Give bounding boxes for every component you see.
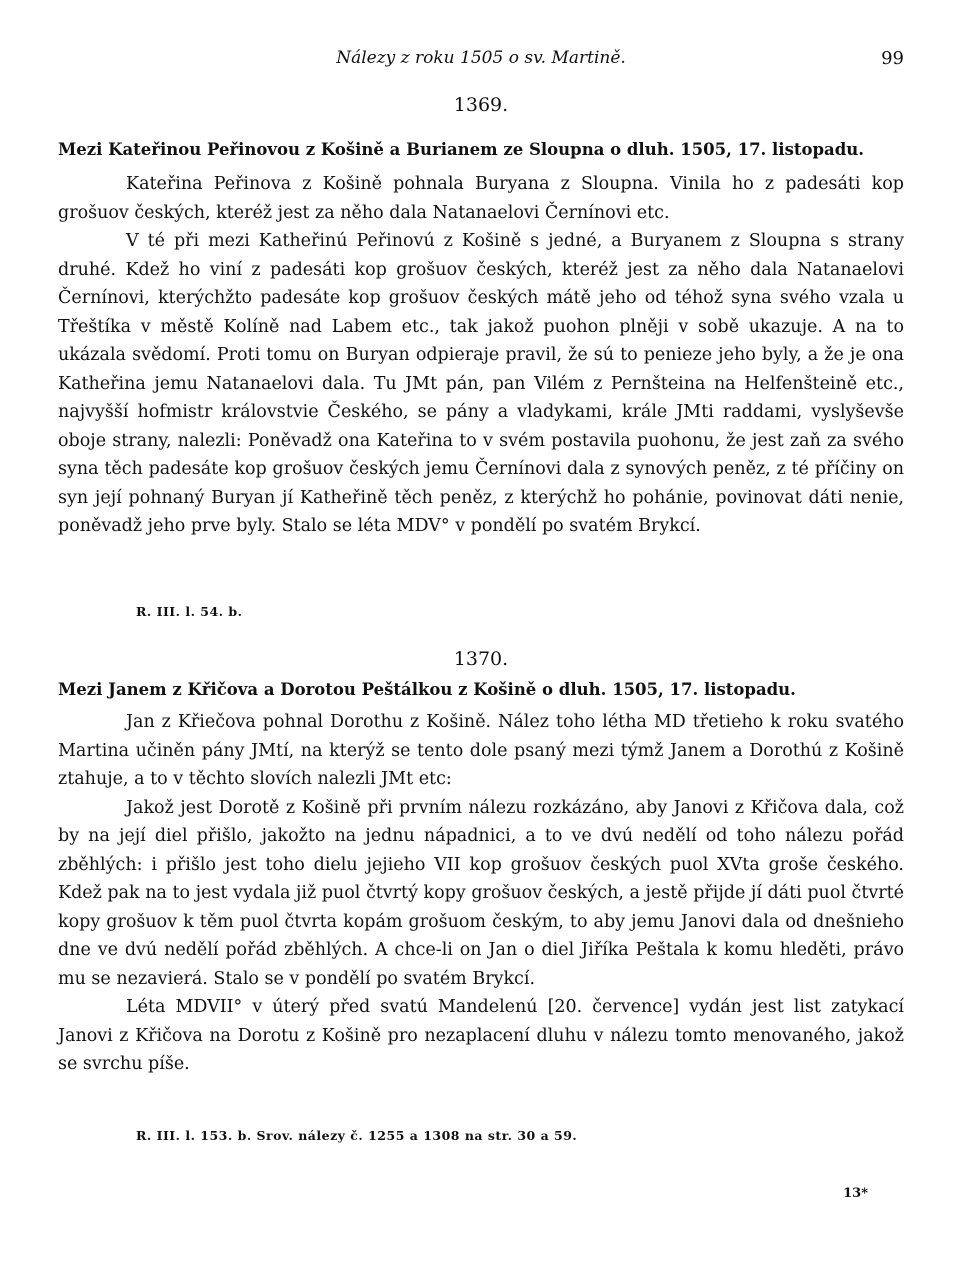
entry-title: Mezi Kateřinou Peřinovou z Košině a Burianem ze Sloupna o dluh. 1505, 17. listopadu.: [58, 140, 865, 159]
entry-paragraph: Léta MDVII° v úterý před svatú Mandelenú [20. července] vydán jest list zatykací Janovi z Křičova na Dorotu z Košině pro nezaplacení dluhu v nálezu tomto menovaného, jakož se svrchu píše.: [58, 997, 904, 1074]
entry-paragraph: V té při mezi Katheřinú Peřinovú z Košině s jedné, a Buryanem z Sloupna s strany druhé. Kdež ho viní z padesáti kop grošuov českých, kteréž jest za něho dala Natanaelovi Černínovi, kterýchžto padesáte kop grošuov českých mátě jeho od téhož syna svého vzala u Třeštíka v městě Kolíně nad Labem etc., tak jakož puohon plněji v sobě ukazuje. A na to ukázala svědomí. Proti tomu on Buryan odpieraje pravil, že sú to penieze jeho byly, a že je ona Katheřina jemu Natanaelovi dala. Tu JMt pán, pan Vilém z Pernšteina na Helfenšteině etc., najvyšší hofmistr královstvie Českého, se pány a vladykami, krále JMti raddami, vyslyševše oboje strany, nalezli: Poněvadž ona Kateřina to v svém postavila puohonu, že jest zaň za svého syna těch padesáte kop grošuov českých jemu Černínovi dala z synových peněz, z té příčiny on syn její pohnaný Buryan jí Katheřině těch peněz, z kterýchž ho pohánie, povinovat dáti nenie, poněvadž jeho prve byly. Stalo se léta MDV° v pondělí po svatém Brykcí.: [58, 231, 904, 536]
entry-body: [58, 708, 904, 1079]
entry-number: 1370.: [453, 648, 509, 670]
signature-mark: 13*: [843, 1186, 868, 1201]
running-title: Nálezy z roku 1505 o sv. Martině.: [336, 48, 626, 68]
entry-title: Mezi Janem z Křičova a Dorotou Peštálkou z Košině o dluh. 1505, 17. listopadu.: [58, 680, 796, 699]
entry-number: 1369.: [453, 94, 509, 116]
page-number: 99: [881, 48, 904, 69]
archival-reference: R. III. l. 153. b. Srov. nálezy č. 1255 a 1308 na str. 30 a 59.: [136, 1128, 578, 1143]
page-header: [58, 48, 904, 74]
entry-body: [58, 170, 904, 541]
entry-paragraph: Jan z Křiečova pohnal Dorothu z Košině. Nález toho létha MD třetieho k roku svatého Martina učiněn pány JMtí, na kterýž se tento dole psaný mezi týmž Janem a Dorothú z Košině ztahuje, a to v těchto slovích nalezli JMt etc:: [58, 712, 904, 789]
entry-paragraph: Jakož jest Dorotě z Košině při prvním nálezu rozkázáno, aby Janovi z Křičova dala, což by na její diel přišlo, jakožto na jednu nápadnici, a to ve dvú nedělí od toho nálezu pořád zběhlých: i přišlo jest toho dielu jejieho VII kop grošuov českých puol XVta groše českého. Kdež pak na to jest vydala již puol čtvrtý kopy grošuov českých, a jestě přijde jí dáti puol čtvrté kopy grošuov k těm puol čtvrta kopám grošuom českým, to aby jemu Janovi dala od dnešnieho dne ve dvú nedělí pořád zběhlých. A chce-li on Jan o diel Jiříka Peštala k komu hleděti, právo mu se nezavierá. Stalo se v pondělí po svatém Brykcí.: [58, 797, 904, 989]
archival-reference: R. III. l. 54. b.: [136, 604, 243, 619]
entry-paragraph: Kateřina Peřinova z Košině pohnala Buryana z Sloupna. Vinila ho z padesáti kop grošuov českých, kteréž jest za něho dala Natanaelovi Černínovi etc.: [58, 174, 904, 223]
